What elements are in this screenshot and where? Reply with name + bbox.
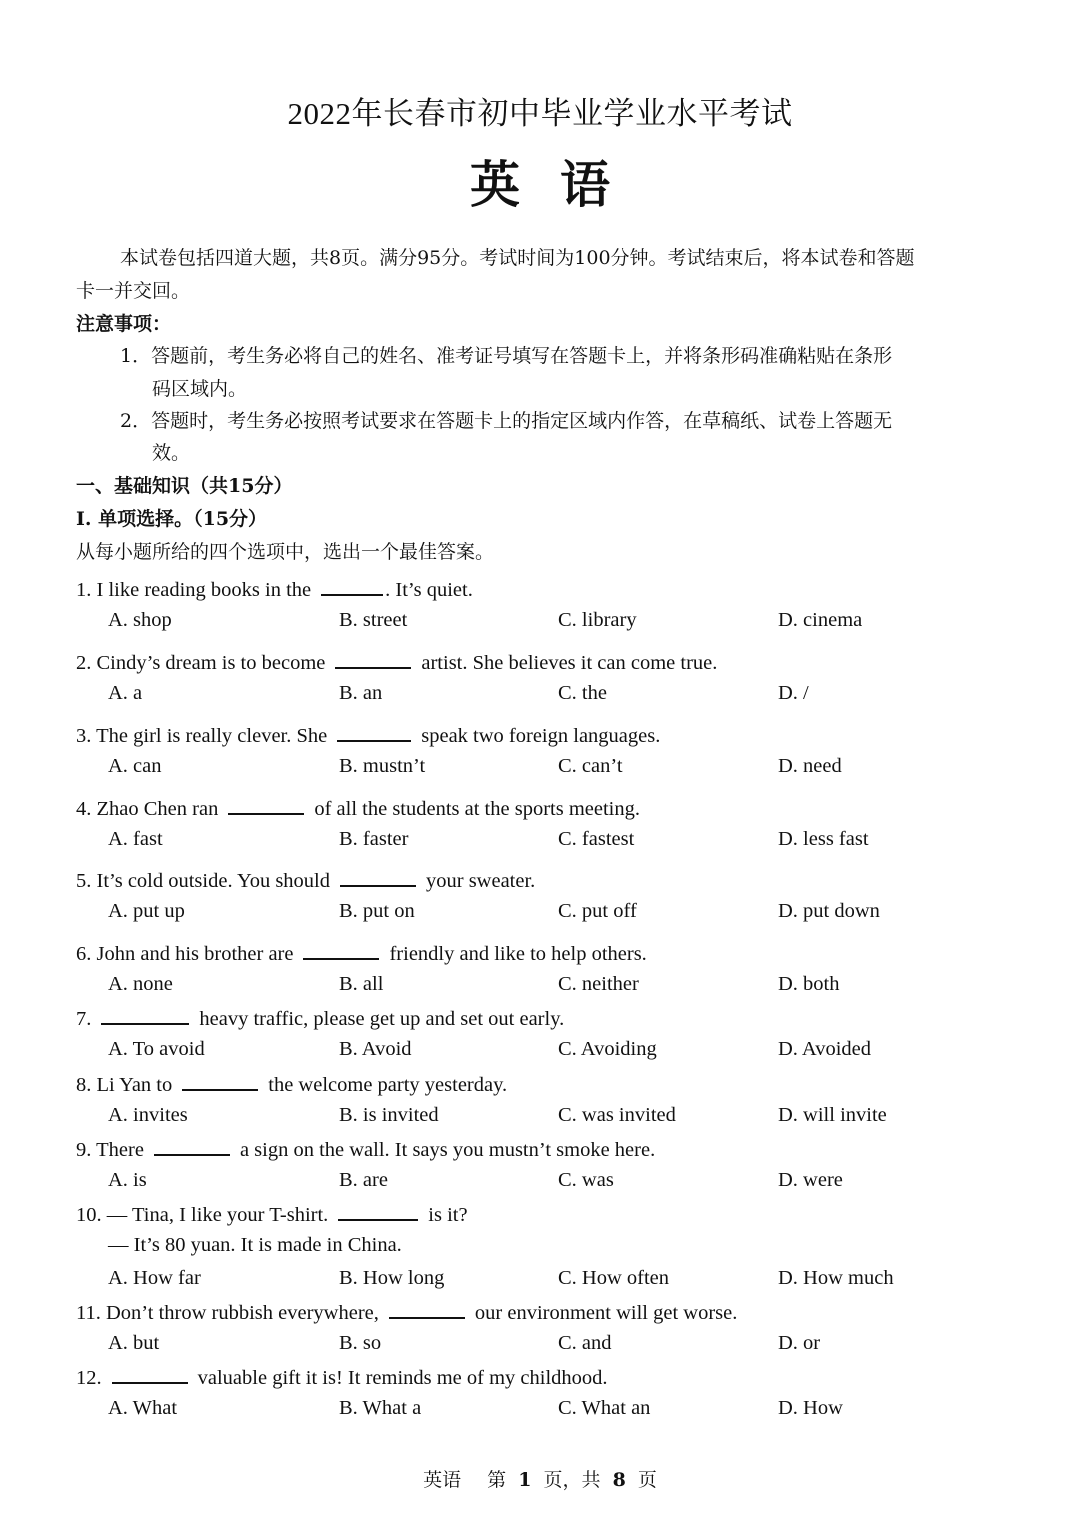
subject-title: 英语 bbox=[470, 157, 650, 213]
note-2-line-1: 2．答题时，考生务必按照考试要求在答题卡上的指定区域内作答，在草稿纸、试卷上答题无 bbox=[120, 410, 893, 432]
option-b: B. an bbox=[339, 682, 383, 704]
option-c: C. and bbox=[558, 1332, 612, 1354]
question-stem-start: 4. Zhao Chen ran bbox=[76, 798, 219, 820]
option-a: A. invites bbox=[108, 1104, 188, 1126]
option-a: A. none bbox=[108, 973, 173, 995]
part-heading: I. 单项选择。（15分） bbox=[76, 508, 268, 530]
question-11 bbox=[76, 1299, 737, 1325]
question-stem-start: 3. The girl is really clever. She bbox=[76, 725, 328, 747]
option-a: A. a bbox=[108, 682, 143, 704]
answer-blank bbox=[321, 576, 383, 596]
option-b: B. put on bbox=[339, 900, 415, 922]
option-a: A. fast bbox=[108, 828, 163, 850]
question-stem-end: of all the students at the sports meeting. bbox=[314, 798, 640, 820]
question-stem-start: 7. bbox=[76, 1008, 92, 1030]
option-b: B. are bbox=[339, 1169, 388, 1191]
option-c: C. put off bbox=[558, 900, 637, 922]
footer-page-number: 1 bbox=[518, 1469, 532, 1491]
question-2 bbox=[76, 649, 717, 675]
note-1-line-2: 码区域内。 bbox=[152, 378, 248, 400]
option-b: B. so bbox=[339, 1332, 382, 1354]
option-d: D. Avoided bbox=[778, 1038, 872, 1060]
option-a: A. To avoid bbox=[108, 1038, 205, 1060]
footer-page-mid: 页，共 bbox=[543, 1469, 601, 1491]
option-c: C. the bbox=[558, 682, 607, 704]
option-a: A. but bbox=[108, 1332, 160, 1354]
answer-blank bbox=[338, 1201, 418, 1221]
option-d: D. need bbox=[778, 755, 842, 777]
question-stem-end: . It’s quiet. bbox=[385, 579, 473, 601]
option-b: B. How long bbox=[339, 1267, 445, 1289]
exam-title: 2022年长春市初中毕业学业水平考试 bbox=[287, 96, 793, 131]
option-d: D. were bbox=[778, 1169, 843, 1191]
question-4 bbox=[76, 795, 640, 821]
answer-blank bbox=[335, 649, 411, 669]
option-a: A. put up bbox=[108, 900, 185, 922]
question-stem-start: 1. I like reading books in the bbox=[76, 579, 312, 601]
answer-blank bbox=[389, 1299, 465, 1319]
option-b: B. street bbox=[339, 609, 408, 631]
page-footer bbox=[0, 1465, 1080, 1492]
option-c: C. How often bbox=[558, 1267, 670, 1289]
option-d: D. or bbox=[778, 1332, 821, 1354]
option-b: B. What a bbox=[339, 1397, 422, 1419]
footer-total-pages: 8 bbox=[612, 1469, 626, 1491]
question-stem-end: our environment will get worse. bbox=[474, 1302, 738, 1324]
answer-blank bbox=[340, 867, 416, 887]
question-stem-end: artist. She believes it can come true. bbox=[421, 652, 718, 674]
question-1 bbox=[76, 576, 473, 602]
option-d: D. cinema bbox=[778, 609, 863, 631]
note-2-line-2: 效。 bbox=[152, 442, 191, 464]
option-d: D. put down bbox=[778, 900, 880, 922]
notes-heading: 注意事项： bbox=[76, 313, 172, 335]
question-stem-end: valuable gift it is! It reminds me of my childhood. bbox=[197, 1367, 608, 1389]
question-stem-end: friendly and like to help others. bbox=[389, 943, 647, 965]
question-stem-start: 5. It’s cold outside. You should bbox=[76, 870, 330, 892]
option-d: D. will invite bbox=[778, 1104, 887, 1126]
question-stem-start: 8. Li Yan to bbox=[76, 1074, 173, 1096]
section-heading: 一、基础知识（共15分） bbox=[76, 475, 293, 497]
footer-page-suffix: 页 bbox=[637, 1469, 657, 1491]
option-d: D. / bbox=[778, 682, 809, 704]
option-c: C. fastest bbox=[558, 828, 635, 850]
option-c: C. Avoiding bbox=[558, 1038, 657, 1060]
option-a: A. How far bbox=[108, 1267, 201, 1289]
question-stem-end: a sign on the wall. It says you mustn’t smoke here. bbox=[239, 1139, 656, 1161]
question-stem-start: 10. — Tina, I like your T-shirt. bbox=[76, 1204, 329, 1226]
question-8 bbox=[76, 1071, 507, 1097]
option-c: C. was bbox=[558, 1169, 614, 1191]
answer-blank bbox=[182, 1071, 258, 1091]
answer-blank bbox=[112, 1364, 188, 1384]
option-c: C. neither bbox=[558, 973, 639, 995]
option-b: B. Avoid bbox=[339, 1038, 412, 1060]
question-stem-end: is it? bbox=[428, 1204, 468, 1226]
option-d: D. How bbox=[778, 1397, 843, 1419]
answer-blank bbox=[154, 1136, 230, 1156]
question-stem-start: 12. bbox=[76, 1367, 102, 1389]
answer-blank bbox=[101, 1005, 189, 1025]
question-10 bbox=[76, 1201, 468, 1227]
option-a: A. shop bbox=[108, 609, 172, 631]
question-6 bbox=[76, 940, 647, 966]
footer-subject: 英语 bbox=[423, 1469, 462, 1491]
question-3 bbox=[76, 722, 660, 748]
option-b: B. mustn’t bbox=[339, 755, 426, 777]
question-stem-start: 9. There bbox=[76, 1139, 144, 1161]
note-1-line-1: 1．答题前，考生务必将自己的姓名、准考证号填写在答题卡上，并将条形码准确粘贴在条形 bbox=[120, 345, 893, 367]
option-b: B. all bbox=[339, 973, 384, 995]
answer-blank bbox=[303, 940, 379, 960]
question-5 bbox=[76, 867, 535, 893]
option-c: C. library bbox=[558, 609, 637, 631]
question-stem-end: your sweater. bbox=[426, 870, 536, 892]
option-c: C. What an bbox=[558, 1397, 651, 1419]
answer-blank bbox=[228, 795, 304, 815]
option-a: A. can bbox=[108, 755, 162, 777]
question-7 bbox=[76, 1005, 564, 1031]
option-d: D. both bbox=[778, 973, 840, 995]
question-stem-start: 2. Cindy’s dream is to become bbox=[76, 652, 326, 674]
option-a: A. is bbox=[108, 1169, 147, 1191]
question-stem-end: heavy traffic, please get up and set out early. bbox=[199, 1008, 565, 1030]
option-d: D. How much bbox=[778, 1267, 894, 1289]
option-a: A. What bbox=[108, 1397, 178, 1419]
question-10-response: — It’s 80 yuan. It is made in China. bbox=[108, 1234, 402, 1256]
question-stem-end: the welcome party yesterday. bbox=[268, 1074, 508, 1096]
question-9 bbox=[76, 1136, 655, 1162]
answer-blank bbox=[337, 722, 411, 742]
option-b: B. faster bbox=[339, 828, 409, 850]
question-stem-start: 11. Don’t throw rubbish everywhere, bbox=[76, 1302, 379, 1324]
question-stem-start: 6. John and his brother are bbox=[76, 943, 294, 965]
option-d: D. less fast bbox=[778, 828, 869, 850]
section-instruction: 从每小题所给的四个选项中，选出一个最佳答案。 bbox=[76, 541, 495, 563]
option-b: B. is invited bbox=[339, 1104, 439, 1126]
intro-line-2: 卡一并交回。 bbox=[76, 280, 191, 302]
question-12 bbox=[76, 1364, 608, 1390]
question-stem-end: speak two foreign languages. bbox=[421, 725, 661, 747]
intro-line-1: 本试卷包括四道大题，共8页。满分95分。考试时间为100分钟。考试结束后，将本试卷和答题 bbox=[120, 247, 915, 269]
footer-page-prefix: 第 bbox=[487, 1469, 507, 1491]
option-c: C. can’t bbox=[558, 755, 623, 777]
option-c: C. was invited bbox=[558, 1104, 676, 1126]
